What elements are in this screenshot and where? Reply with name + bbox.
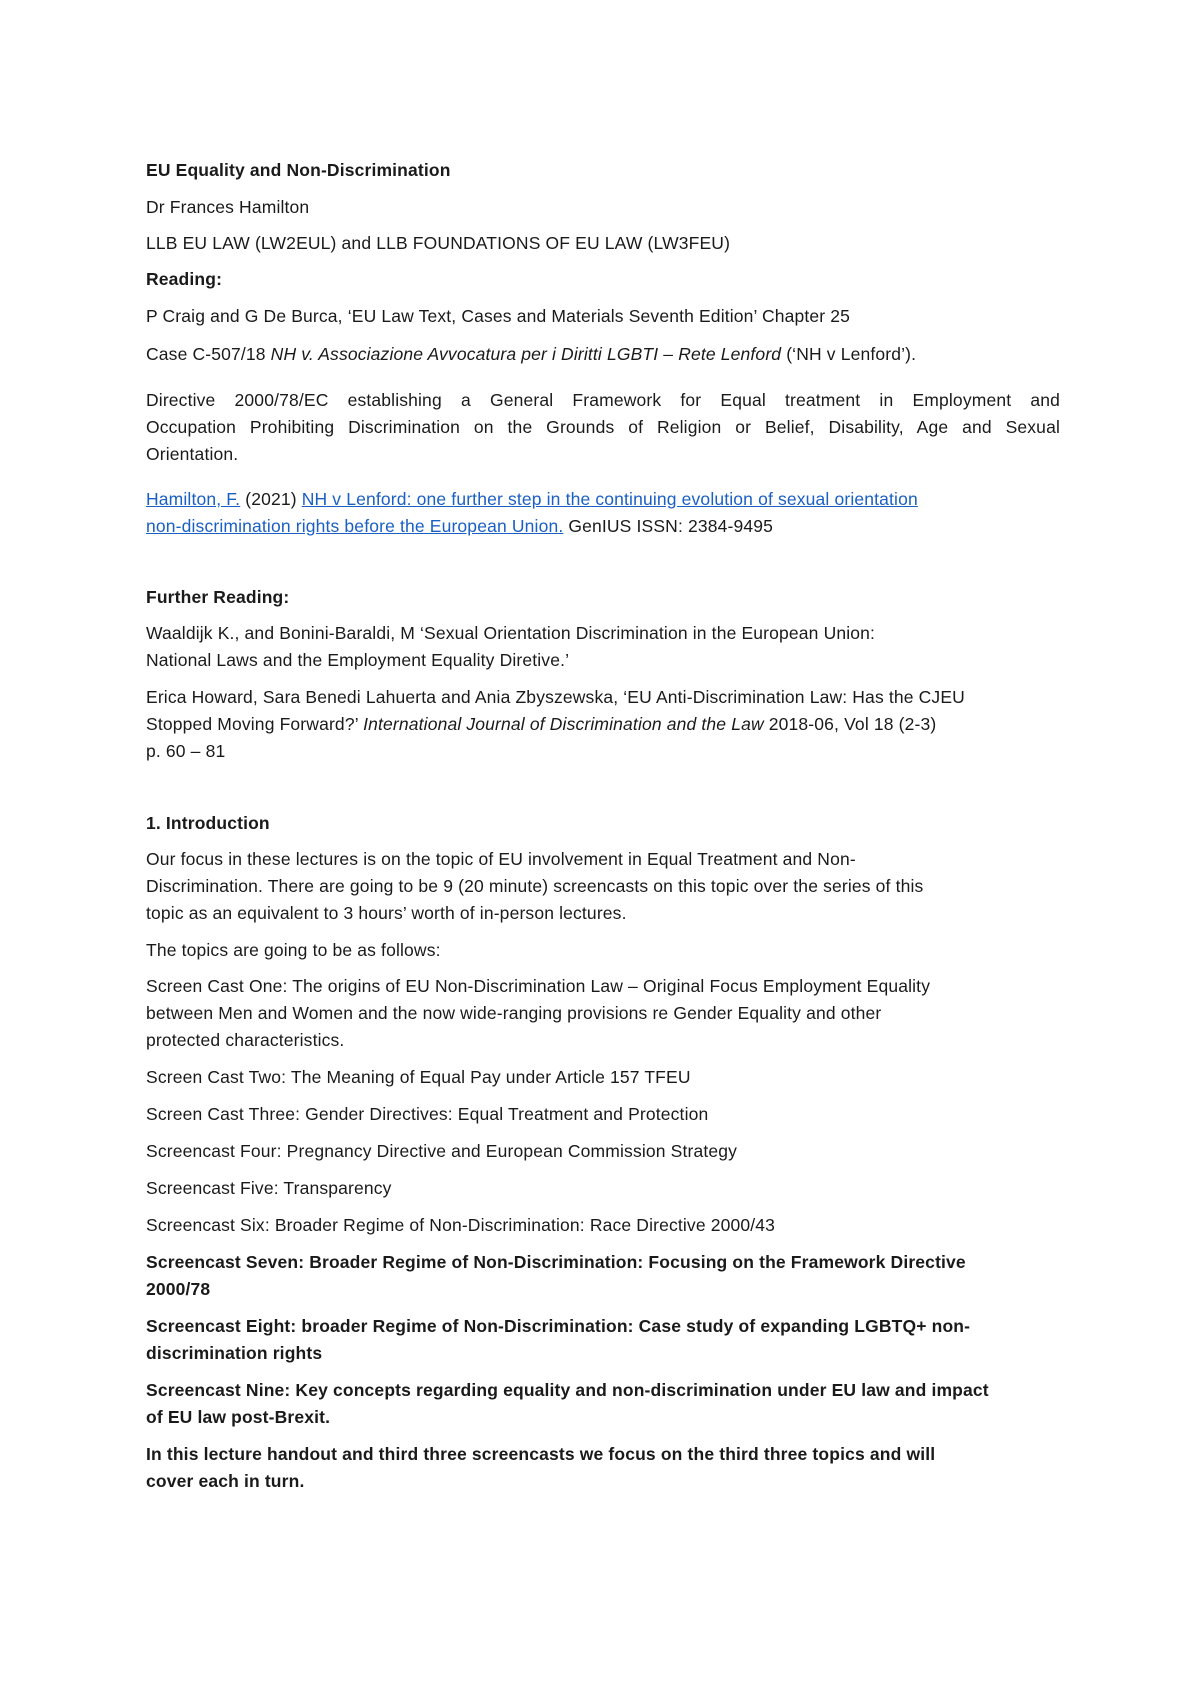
directive-line-2: Occupation Prohibiting Discrimination on the Grounds of Religion or Belief, Disability, Age and Sexual [146,417,1060,437]
directive-line-1: Directive 2000/78/EC establishing a General Framework for Equal treatment in Employment and [146,390,1060,410]
howard-line-2 [146,711,936,738]
document-title: EU Equality and Non-Discrimination [146,160,451,180]
topics-intro: The topics are going to be as follows: [146,940,441,960]
hamilton-article-link[interactable]: NH v Lenford: one further step in the continuing evolution of sexual orientation [301,489,918,509]
intro-para-line-1: Our focus in these lectures is on the topic of EU involvement in Equal Treatment and Non- [146,849,856,869]
howard-line-3: p. 60 – 81 [146,741,226,761]
screencast-3: Screen Cast Three: Gender Directives: Equal Treatment and Protection [146,1104,709,1124]
hamilton-author-link[interactable]: Hamilton, F. [146,489,241,509]
screencast-8-line-1: Screencast Eight: broader Regime of Non-Discrimination: Case study of expanding LGBTQ+ non- [146,1316,971,1336]
howard-line-2-text: Stopped Moving Forward?’ [146,714,364,734]
journal-name: International Journal of Discrimination and the Law [363,714,764,734]
author-line: Dr Frances Hamilton [146,197,310,217]
hamilton-line-2 [146,513,773,540]
intro-para-line-3: topic as an equivalent to 3 hours’ worth of in-person lectures. [146,903,627,923]
screencast-2: Screen Cast Two: The Meaning of Equal Pay under Article 157 TFEU [146,1067,691,1087]
screencast-1-line-1: Screen Cast One: The origins of EU Non-Discrimination Law – Original Focus Employment Equality [146,976,931,996]
waaldijk-line-1: Waaldijk K., and Bonini-Baraldi, M ‘Sexual Orientation Discrimination in the European Union: [146,623,876,643]
screencast-6: Screencast Six: Broader Regime of Non-Discrimination: Race Directive 2000/43 [146,1215,776,1235]
screencast-9-line-2: of EU law post-Brexit. [146,1407,331,1427]
screencast-7-line-1: Screencast Seven: Broader Regime of Non-Discrimination: Focusing on the Framework Directive [146,1252,966,1272]
introduction-heading: 1. Introduction [146,813,270,833]
screencast-1-line-2: between Men and Women and the now wide-ranging provisions re Gender Equality and other [146,1003,882,1023]
reading-case [146,341,916,368]
hamilton-issn: GenIUS ISSN: 2384-9495 [563,516,774,536]
case-name: NH v. Associazione Avvocatura per i Diritti LGBTI – Rete Lenford [270,344,782,364]
hamilton-line-1 [146,486,918,513]
closing-line-1: In this lecture handout and third three screencasts we focus on the third three topics and will [146,1444,936,1464]
screencast-5: Screencast Five: Transparency [146,1178,392,1198]
screencast-9-line-1: Screencast Nine: Key concepts regarding equality and non-discrimination under EU law and impact [146,1380,989,1400]
reading-craig: P Craig and G De Burca, ‘EU Law Text, Cases and Materials Seventh Edition’ Chapter 25 [146,306,851,326]
waaldijk-line-2: National Laws and the Employment Equality Diretive.’ [146,650,570,670]
intro-para-line-2: Discrimination. There are going to be 9 (20 minute) screencasts on this topic over the series of this [146,876,924,896]
reading-heading: Reading: [146,269,223,289]
screencast-1-line-3: protected characteristics. [146,1030,345,1050]
course-line: LLB EU LAW (LW2EUL) and LLB FOUNDATIONS OF EU LAW (LW3FEU) [146,233,731,253]
screencast-7-line-2: 2000/78 [146,1279,211,1299]
closing-line-2: cover each in turn. [146,1471,305,1491]
hamilton-year: (2021) [240,489,302,509]
screencast-8-line-2: discrimination rights [146,1343,323,1363]
case-prefix: Case C-507/18 [146,344,271,364]
further-reading-heading: Further Reading: [146,587,290,607]
directive-line-3: Orientation. [146,444,239,464]
howard-line-1: Erica Howard, Sara Benedi Lahuerta and Ania Zbyszewska, ‘EU Anti-Discrimination Law: Has the CJEU [146,687,965,707]
case-suffix: (‘NH v Lenford’). [781,344,917,364]
howard-volume: 2018-06, Vol 18 (2-3) [763,714,937,734]
screencast-4: Screencast Four: Pregnancy Directive and European Commission Strategy [146,1141,738,1161]
hamilton-article-link-cont[interactable]: non-discrimination rights before the European Union. [146,516,564,536]
